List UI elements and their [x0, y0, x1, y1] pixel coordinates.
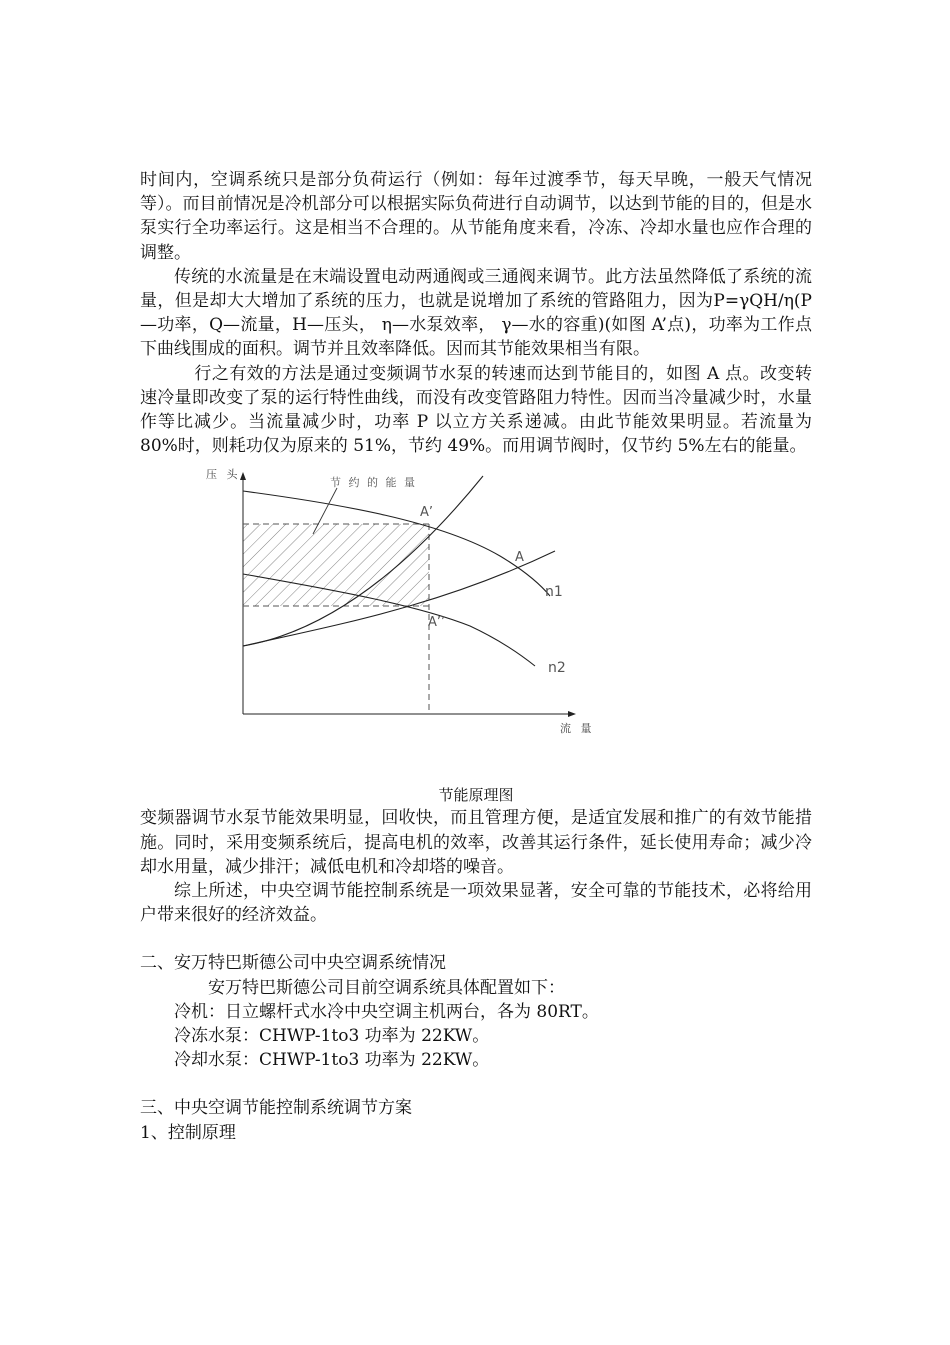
x-axis-arrow-icon: [568, 711, 576, 717]
saved-energy-annotation: 节 约 的 能 量: [330, 476, 417, 490]
point-label-a-prime: A’: [420, 505, 434, 521]
paragraph-vfd-method: 行之有效的方法是通过变频调节水泵的转速而达到节能目的，如图 A 点。改变转速冷量即改变了泵的运行特性曲线，而没有改变管路阻力特性。因而当冷量减少时，水量作等比减少。当流量减少时，功率 P 以立方关系递减。由此节能效果明显。若流量为 80%时，则耗功仅为原来的 51%，节约 49%。而用调节阀时，仅节约 5%左右的能量。: [140, 363, 812, 457]
pump-curve-diagram: [140, 466, 812, 784]
section2-intro: 安万特巴斯德公司目前空调系统具体配置如下：: [208, 977, 565, 998]
config-item-cooling-water-pump: 冷却水泵：CHWP-1to3 功率为 22KW。: [174, 1050, 490, 1071]
document-page: [140, 168, 812, 1145]
config-item-chilled-water-pump: 冷冻水泵：CHWP-1to3 功率为 22KW。: [174, 1026, 490, 1047]
config-item-chiller: 冷机：日立螺杆式水冷中央空调主机两台，各为 80RT。: [174, 1001, 599, 1022]
saved-energy-hatch: [243, 524, 429, 606]
y-axis-label: 压 头: [206, 468, 241, 482]
paragraph-load-operation: 时间内，空调系统只是部分负荷运行（例如：每年过渡季节，每天早晚，一般天气情况等）。而目前情况是冷机部分可以根据实际负荷进行自动调节，以达到节能的目的，但是水泵实行全功率运行。这是相当不合理的。从节能角度来看，冷冻、冷却水量也应作合理的调整。: [140, 170, 812, 263]
paragraph-vfd-benefits: 变频器调节水泵节能效果明显，回收快，而且管理方便，是适宜发展和推广的有效节能措施。同时，采用变频系统后，提高电机的效率，改善其运行条件，延长使用寿命；减少冷却水用量，减少排汗；减低电机和冷却塔的噪音。: [140, 808, 812, 877]
y-axis-arrow-icon: [240, 472, 246, 480]
energy-saving-principle-figure: [140, 466, 812, 784]
x-axis-label: 流 量: [560, 722, 595, 736]
spacer: [140, 927, 812, 951]
point-label-a-double-prime: A’’: [428, 615, 446, 631]
section3-heading: 三、中央空调节能控制系统调节方案: [140, 1098, 412, 1119]
point-label-a: A: [515, 550, 524, 566]
section3-subheading: 1、控制原理: [140, 1122, 236, 1143]
spacer: [140, 1072, 812, 1096]
paragraph-traditional-method: 传统的水流量是在末端设置电动两通阀或三通阀来调节。此方法虽然降低了系统的流量，但是却大大增加了系统的压力，也就是说增加了系统的管路阻力，因为P=γQH/η(P—功率，Q—流量，H—压头， η—水泵效率， γ—水的容重)(如图 A’点)，功率为工作点下曲线围成的面积。调节并且效率降低。因而其节能效果相当有限。: [140, 266, 812, 360]
paragraph-summary: 综上所述，中央空调节能控制系统是一项效果显著，安全可靠的节能技术，必将给用户带来很好的经济效益。: [140, 881, 812, 926]
curve-label-n1: n1: [545, 584, 563, 601]
curve-label-n2: n2: [548, 660, 566, 677]
section2-heading: 二、安万特巴斯德公司中央空调系统情况: [140, 953, 446, 974]
figure-caption: 节能原理图: [438, 786, 514, 805]
